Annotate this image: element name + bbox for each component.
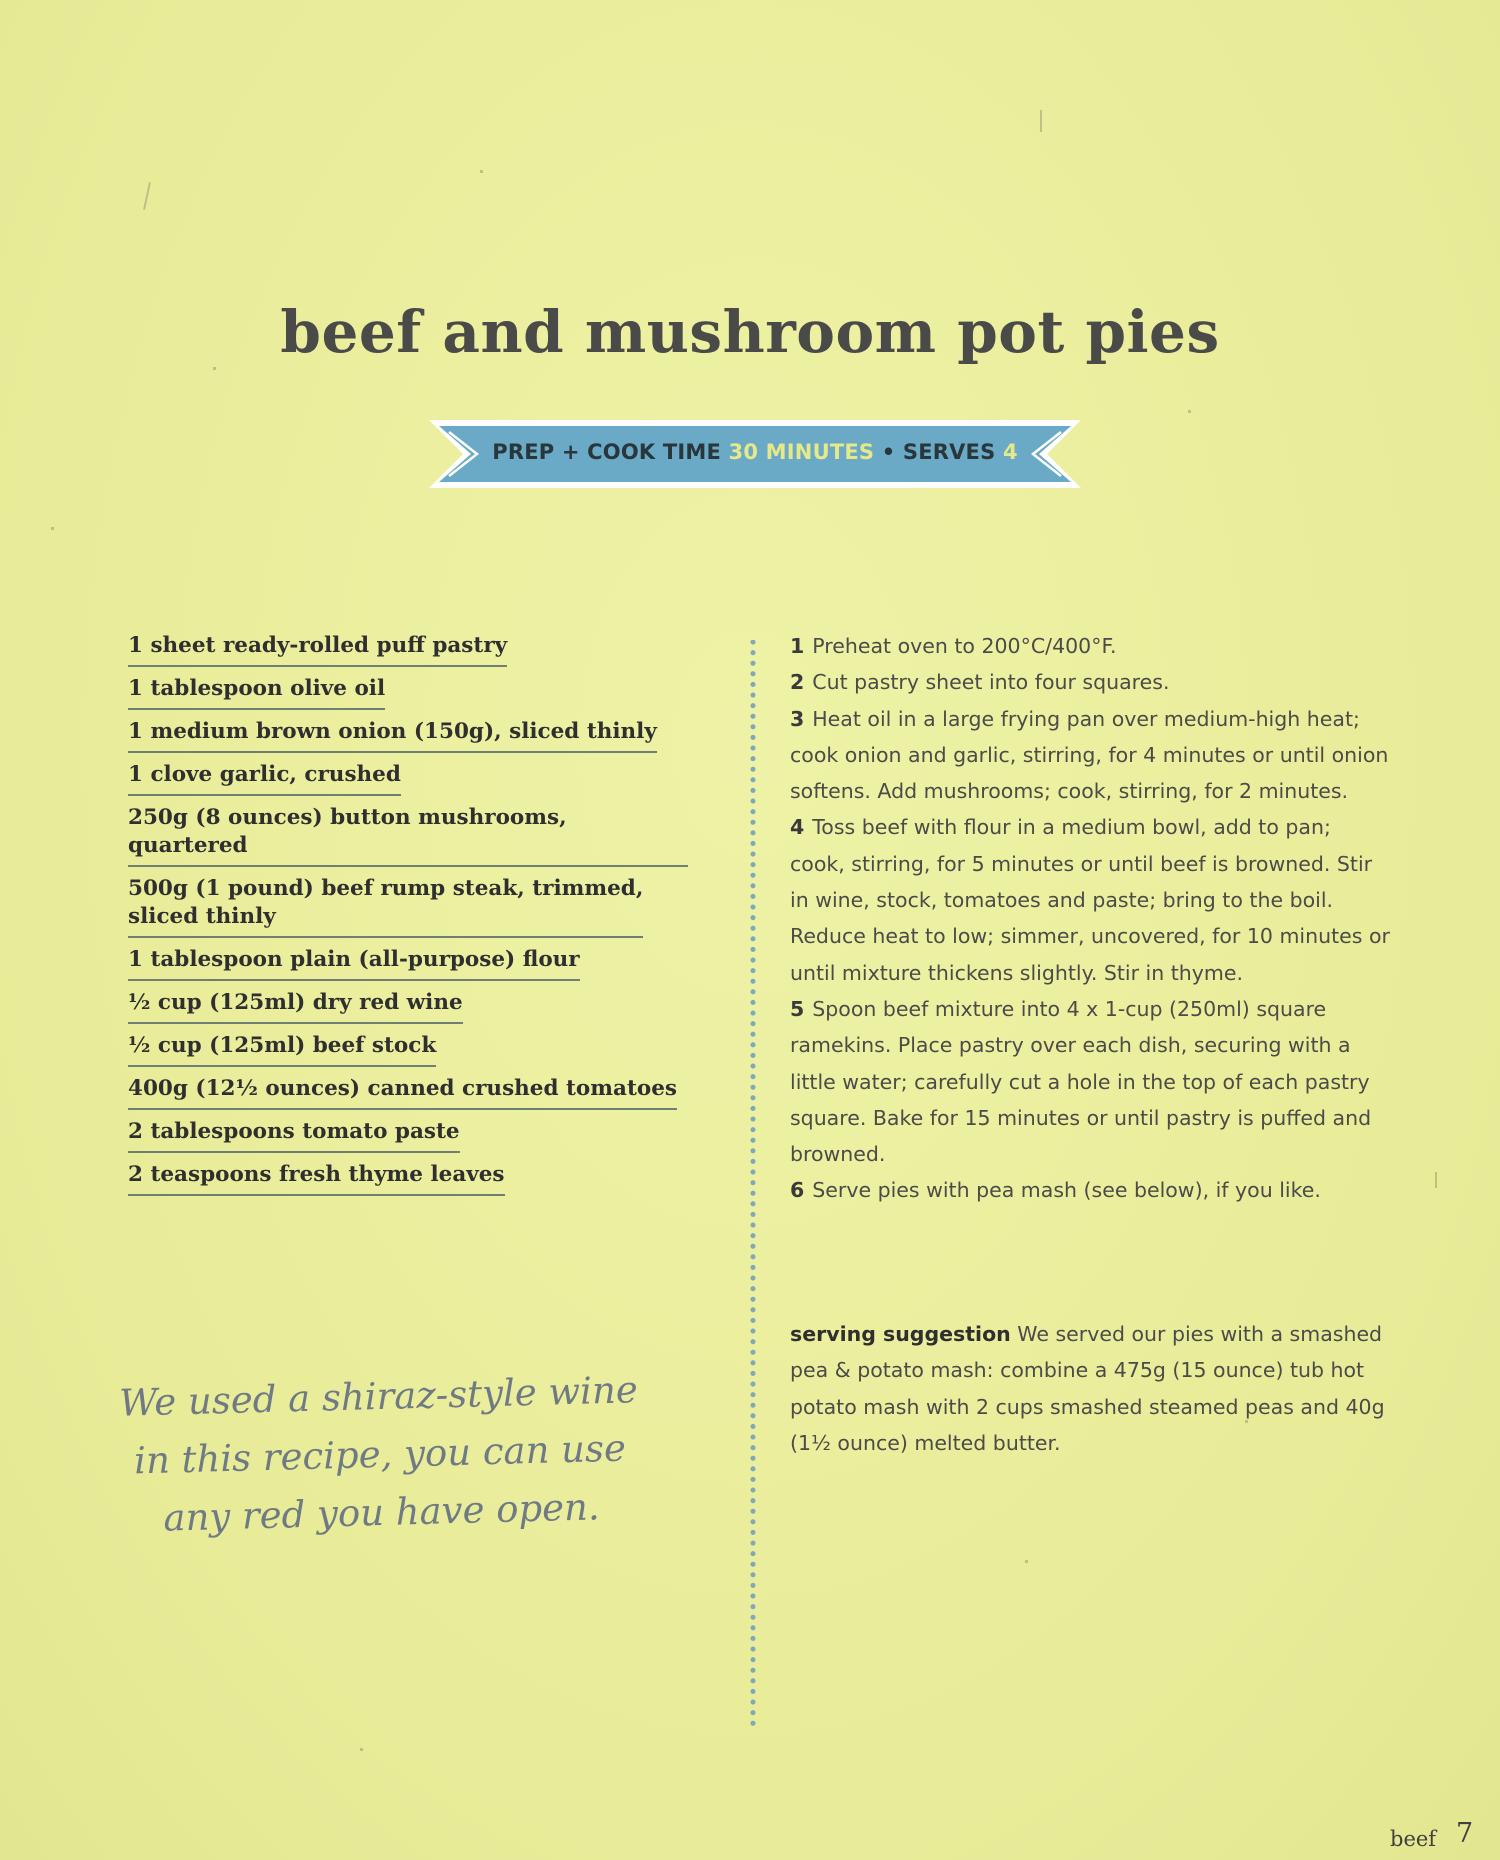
prep-time-value: 30 MINUTES: [728, 440, 875, 464]
step-text: Toss beef with flour in a medium bowl, add to pan; cook, stirring, for 5 minutes or until beef is browned. Stir in wine, stock, tomatoes and paste; bring to the boil. Reduce heat to low; simmer, uncovered, for 10 minutes or until mixture thickens slightly. Stir in thyme.: [790, 815, 1390, 985]
ingredient-line: 500g (1 pound) beef rump steak, trimmed,: [128, 876, 644, 901]
step-text: Spoon beef mixture into 4 x 1-cup (250ml) square ramekins. Place pastry over each dish, securing with a little water; carefully cut a hole in the top of each pastry square. Bake for 15 minutes or until pastry is puffed and browned.: [790, 996, 1372, 1167]
prep-label: PREP + COOK TIME: [492, 440, 729, 464]
step-number: 5: [790, 996, 805, 1021]
ingredient-item: [128, 871, 643, 938]
serving-suggestion: [790, 1316, 1390, 1461]
method-step: [790, 809, 1390, 990]
prep-time-ribbon: [425, 416, 1085, 492]
paper-speck: [1025, 1560, 1028, 1563]
ingredient-item: 400g (12½ ounces) canned crushed tomatoes: [128, 1071, 677, 1110]
paper-speck: [1435, 1172, 1437, 1188]
step-number: 4: [790, 815, 805, 840]
note-line: in this recipe, you can use: [133, 1426, 627, 1483]
note-line: We used a shiraz-style wine: [118, 1368, 639, 1425]
page-number: 7: [1456, 1818, 1474, 1849]
method-step: [790, 991, 1390, 1172]
ingredient-item: 1 clove garlic, crushed: [128, 757, 401, 796]
recipe-title: beef and mushroom pot pies: [280, 298, 1220, 366]
paper-speck: [360, 1748, 363, 1751]
dotted-column-divider: [749, 640, 757, 1730]
ingredient-item: 1 sheet ready-rolled puff pastry: [128, 628, 507, 667]
ingredient-item: 1 medium brown onion (150g), sliced thinly: [128, 714, 657, 753]
ingredient-item: 2 tablespoons tomato paste: [128, 1114, 460, 1153]
ingredient-item: ½ cup (125ml) beef stock: [128, 1028, 436, 1067]
note-line: any red you have open.: [162, 1485, 601, 1540]
ingredient-line: sliced thinly: [128, 904, 276, 929]
serving-suggestion-heading: serving suggestion: [790, 1322, 1011, 1346]
ingredient-list: [128, 628, 688, 1200]
serving-suggestion-text: We served our pies with a smashed pea & potato mash: combine a 475g (15 ounce) tub hot potato mash with 2 cups smashed steamed peas and 40g (1½ ounce) melted butter.: [790, 1322, 1385, 1455]
method-step: [790, 628, 1390, 664]
step-number: 1: [790, 634, 805, 658]
step-text: Preheat oven to 200°C/400°F.: [812, 634, 1117, 658]
handwritten-note: [58, 1360, 702, 1551]
step-number: 3: [790, 706, 805, 731]
step-text: Serve pies with pea mash (see below), if you like.: [812, 1178, 1321, 1203]
step-number: 2: [790, 670, 805, 695]
ribbon-text: [425, 440, 1085, 464]
ingredient-item: 2 teaspoons fresh thyme leaves: [128, 1157, 505, 1196]
serves-label: • SERVES: [874, 440, 1003, 464]
paper-speck: [51, 527, 54, 530]
ingredient-item: 250g (8 ounces) button mushrooms, quartered: [128, 800, 688, 867]
ingredient-item: ½ cup (125ml) dry red wine: [128, 985, 463, 1024]
method-step: [790, 664, 1390, 700]
serves-value: 4: [1002, 440, 1018, 464]
ingredient-item: 1 tablespoon plain (all-purpose) flour: [128, 942, 580, 981]
method-step: [790, 701, 1390, 810]
ingredient-item: 1 tablespoon olive oil: [128, 671, 385, 710]
paper-speck: [480, 170, 483, 173]
paper-speck: [1188, 410, 1191, 413]
method-step: [790, 1172, 1390, 1208]
step-text: Heat oil in a large frying pan over medium-high heat; cook onion and garlic, stirring, for 4 minutes or until onion softens. Add mushrooms; cook, stirring, for 2 minutes.: [790, 706, 1389, 804]
paper-speck: [1040, 110, 1042, 132]
method-steps: [790, 628, 1390, 1209]
step-text: Cut pastry sheet into four squares.: [812, 670, 1170, 695]
paper-speck: [213, 367, 216, 370]
footer-section-label: beef: [1390, 1827, 1437, 1851]
step-number: 6: [790, 1178, 805, 1203]
